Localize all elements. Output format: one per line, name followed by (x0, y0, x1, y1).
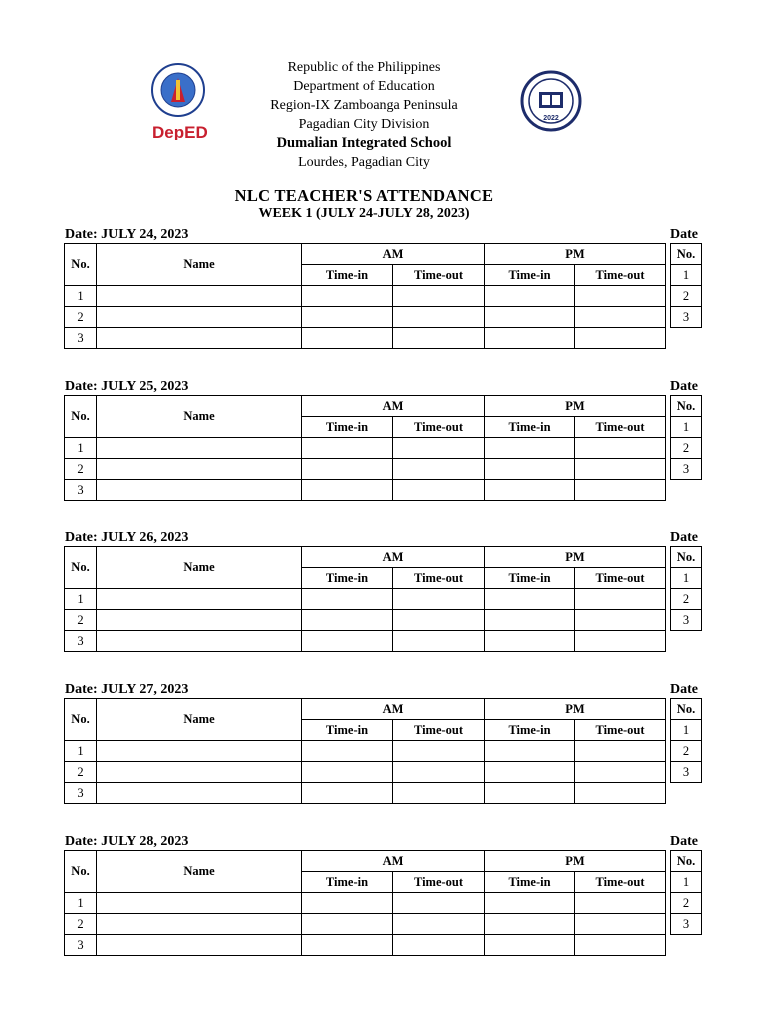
pm-time-out-cell[interactable] (575, 610, 666, 631)
pm-time-in-cell[interactable] (485, 762, 575, 783)
pm-time-in-cell[interactable] (485, 935, 575, 956)
row-number: 1 (671, 720, 702, 741)
am-time-in-cell[interactable] (302, 480, 393, 501)
pm-time-in-cell[interactable] (485, 459, 575, 480)
am-time-in-cell[interactable] (302, 286, 393, 307)
pm-time-out-cell[interactable] (575, 935, 666, 956)
table-row (65, 307, 666, 328)
am-time-out-cell[interactable] (393, 328, 485, 349)
attendance-table (64, 546, 666, 652)
row-number: 2 (65, 762, 97, 783)
republic-line: Republic of the Philippines (287, 60, 441, 75)
name-header: Name (97, 244, 302, 286)
date-label-clipped: Date (670, 834, 698, 849)
am-time-in-header: Time-in (302, 872, 393, 893)
am-time-out-cell[interactable] (393, 893, 485, 914)
table-row (671, 872, 702, 893)
date-label-clipped: Date (670, 530, 698, 545)
am-time-out-header: Time-out (393, 720, 485, 741)
table-row (671, 265, 702, 286)
am-time-in-header: Time-in (302, 568, 393, 589)
row-number: 3 (671, 762, 702, 783)
no-header: No. (65, 244, 97, 286)
pm-time-out-cell[interactable] (575, 783, 666, 804)
am-time-in-cell[interactable] (302, 762, 393, 783)
am-header: AM (302, 851, 485, 872)
date-label: Date: JULY 28, 2023 (65, 834, 189, 849)
no-header: No. (671, 699, 702, 720)
table-row (65, 741, 666, 762)
no-header: No. (65, 547, 97, 589)
name-cell[interactable] (97, 286, 302, 307)
attendance-day-section (0, 682, 768, 822)
pm-header: PM (485, 547, 666, 568)
pm-time-in-cell[interactable] (485, 783, 575, 804)
am-time-in-cell[interactable] (302, 589, 393, 610)
name-cell[interactable] (97, 438, 302, 459)
table-row (65, 459, 666, 480)
row-number: 1 (671, 872, 702, 893)
table-row (65, 914, 666, 935)
pm-time-in-header: Time-in (485, 265, 575, 286)
pm-time-out-header: Time-out (575, 568, 666, 589)
table-row (65, 480, 666, 501)
am-time-out-cell[interactable] (393, 480, 485, 501)
am-time-out-header: Time-out (393, 568, 485, 589)
table-row (65, 631, 666, 652)
pm-time-out-header: Time-out (575, 417, 666, 438)
pm-time-out-cell[interactable] (575, 914, 666, 935)
table-row (65, 935, 666, 956)
name-cell[interactable] (97, 610, 302, 631)
am-time-in-cell[interactable] (302, 459, 393, 480)
no-header: No. (65, 396, 97, 438)
pm-time-out-cell[interactable] (575, 286, 666, 307)
date-label: Date: JULY 27, 2023 (65, 682, 189, 697)
no-header: No. (65, 851, 97, 893)
name-header: Name (97, 851, 302, 893)
pm-time-in-cell[interactable] (485, 631, 575, 652)
pm-time-in-cell[interactable] (485, 438, 575, 459)
pm-time-in-cell[interactable] (485, 610, 575, 631)
attendance-table (64, 395, 666, 501)
row-number: 3 (65, 480, 97, 501)
am-time-out-cell[interactable] (393, 741, 485, 762)
am-time-in-cell[interactable] (302, 631, 393, 652)
am-time-out-cell[interactable] (393, 307, 485, 328)
date-label: Date: JULY 25, 2023 (65, 379, 189, 394)
pm-time-in-cell[interactable] (485, 480, 575, 501)
row-number: 3 (671, 610, 702, 631)
region-line: Region-IX Zamboanga Peninsula (270, 98, 458, 113)
am-time-out-cell[interactable] (393, 783, 485, 804)
school-logo-year: 2022 (543, 115, 559, 122)
table-row (65, 328, 666, 349)
table-row (671, 589, 702, 610)
table-row (671, 610, 702, 631)
am-header: AM (302, 547, 485, 568)
pm-time-out-cell[interactable] (575, 893, 666, 914)
pm-time-out-cell[interactable] (575, 589, 666, 610)
am-time-out-cell[interactable] (393, 631, 485, 652)
row-number: 2 (671, 741, 702, 762)
no-header: No. (671, 244, 702, 265)
pm-header: PM (485, 851, 666, 872)
no-header: No. (671, 396, 702, 417)
date-label-clipped: Date (670, 227, 698, 242)
table-row (671, 720, 702, 741)
row-number: 1 (65, 286, 97, 307)
table-row (671, 762, 702, 783)
name-header: Name (97, 699, 302, 741)
pm-time-in-cell[interactable] (485, 286, 575, 307)
name-header: Name (97, 396, 302, 438)
row-number: 3 (671, 307, 702, 328)
am-time-in-cell[interactable] (302, 914, 393, 935)
am-time-in-cell[interactable] (302, 307, 393, 328)
division-line: Pagadian City Division (298, 117, 430, 132)
attendance-day-section (0, 227, 768, 367)
name-cell[interactable] (97, 914, 302, 935)
row-number: 3 (65, 935, 97, 956)
row-number: 1 (671, 568, 702, 589)
pm-time-in-header: Time-in (485, 720, 575, 741)
table-row (671, 438, 702, 459)
pm-time-in-header: Time-in (485, 417, 575, 438)
pm-header: PM (485, 244, 666, 265)
pm-time-in-cell[interactable] (485, 914, 575, 935)
am-time-out-cell[interactable] (393, 914, 485, 935)
am-time-in-cell[interactable] (302, 610, 393, 631)
pm-time-out-header: Time-out (575, 265, 666, 286)
name-header: Name (97, 547, 302, 589)
letterhead (0, 58, 728, 172)
pm-time-in-cell[interactable] (485, 589, 575, 610)
table-row (65, 589, 666, 610)
am-time-out-cell[interactable] (393, 762, 485, 783)
date-label: Date: JULY 26, 2023 (65, 530, 189, 545)
row-number: 2 (671, 893, 702, 914)
am-header: AM (302, 396, 485, 417)
date-label-clipped: Date (670, 682, 698, 697)
row-number: 1 (65, 741, 97, 762)
row-number: 2 (671, 286, 702, 307)
attendance-table-clipped (670, 243, 702, 328)
am-time-out-cell[interactable] (393, 459, 485, 480)
pm-time-out-header: Time-out (575, 720, 666, 741)
attendance-table-clipped (670, 395, 702, 480)
pm-time-out-cell[interactable] (575, 480, 666, 501)
am-time-out-cell[interactable] (393, 935, 485, 956)
name-cell[interactable] (97, 741, 302, 762)
row-number: 3 (65, 328, 97, 349)
am-time-in-header: Time-in (302, 417, 393, 438)
name-cell[interactable] (97, 783, 302, 804)
am-time-in-header: Time-in (302, 720, 393, 741)
table-row (65, 286, 666, 307)
page-subtitle: WEEK 1 (JULY 24-JULY 28, 2023) (258, 206, 470, 221)
am-header: AM (302, 244, 485, 265)
table-row (671, 568, 702, 589)
date-label-clipped: Date (670, 379, 698, 394)
no-header: No. (671, 547, 702, 568)
am-time-out-cell[interactable] (393, 438, 485, 459)
am-time-in-cell[interactable] (302, 935, 393, 956)
attendance-table (64, 850, 666, 956)
name-cell[interactable] (97, 459, 302, 480)
table-row (65, 762, 666, 783)
row-number: 1 (671, 265, 702, 286)
am-time-out-header: Time-out (393, 417, 485, 438)
name-cell[interactable] (97, 631, 302, 652)
row-number: 2 (65, 914, 97, 935)
row-number: 3 (65, 783, 97, 804)
name-cell[interactable] (97, 328, 302, 349)
table-row (65, 783, 666, 804)
table-row (671, 741, 702, 762)
row-number: 1 (65, 893, 97, 914)
am-time-out-header: Time-out (393, 265, 485, 286)
am-time-in-cell[interactable] (302, 438, 393, 459)
name-cell[interactable] (97, 893, 302, 914)
name-cell[interactable] (97, 935, 302, 956)
name-cell[interactable] (97, 762, 302, 783)
attendance-day-section (0, 530, 768, 670)
row-number: 2 (65, 459, 97, 480)
table-row (671, 417, 702, 438)
pm-time-in-cell[interactable] (485, 741, 575, 762)
attendance-table-clipped (670, 546, 702, 631)
pm-time-out-cell[interactable] (575, 307, 666, 328)
row-number: 1 (65, 589, 97, 610)
row-number: 2 (671, 589, 702, 610)
pm-time-in-cell[interactable] (485, 893, 575, 914)
pm-time-out-cell[interactable] (575, 762, 666, 783)
row-number: 3 (671, 914, 702, 935)
row-number: 2 (65, 307, 97, 328)
deped-wordmark: DepED (152, 123, 208, 140)
table-row (671, 286, 702, 307)
attendance-table (64, 243, 666, 349)
row-number: 1 (65, 438, 97, 459)
table-row (671, 307, 702, 328)
am-time-in-header: Time-in (302, 265, 393, 286)
am-time-out-cell[interactable] (393, 589, 485, 610)
table-row (65, 893, 666, 914)
am-time-in-cell[interactable] (302, 741, 393, 762)
pm-time-out-cell[interactable] (575, 459, 666, 480)
row-number: 1 (671, 417, 702, 438)
attendance-table-clipped (670, 850, 702, 935)
school-address: Lourdes, Pagadian City (298, 155, 430, 170)
table-row (671, 914, 702, 935)
am-time-out-header: Time-out (393, 872, 485, 893)
page-title: NLC TEACHER'S ATTENDANCE (234, 186, 494, 205)
am-time-out-cell[interactable] (393, 610, 485, 631)
name-cell[interactable] (97, 480, 302, 501)
name-cell[interactable] (97, 589, 302, 610)
attendance-day-section (0, 834, 768, 974)
table-row (671, 893, 702, 914)
pm-time-out-header: Time-out (575, 872, 666, 893)
attendance-day-section (0, 379, 768, 519)
school-name: Dumalian Integrated School (276, 135, 452, 151)
table-row (671, 459, 702, 480)
pm-time-in-header: Time-in (485, 872, 575, 893)
am-time-in-cell[interactable] (302, 893, 393, 914)
am-header: AM (302, 699, 485, 720)
name-cell[interactable] (97, 307, 302, 328)
am-time-in-cell[interactable] (302, 328, 393, 349)
date-label: Date: JULY 24, 2023 (65, 227, 189, 242)
no-header: No. (671, 851, 702, 872)
table-row (65, 438, 666, 459)
am-time-out-cell[interactable] (393, 286, 485, 307)
no-header: No. (65, 699, 97, 741)
row-number: 3 (671, 459, 702, 480)
pm-header: PM (485, 396, 666, 417)
row-number: 2 (65, 610, 97, 631)
department-line: Department of Education (293, 79, 435, 94)
am-time-in-cell[interactable] (302, 783, 393, 804)
pm-header: PM (485, 699, 666, 720)
pm-time-in-cell[interactable] (485, 307, 575, 328)
pm-time-in-header: Time-in (485, 568, 575, 589)
pm-time-out-cell[interactable] (575, 438, 666, 459)
row-number: 2 (671, 438, 702, 459)
pm-time-out-cell[interactable] (575, 741, 666, 762)
row-number: 3 (65, 631, 97, 652)
pm-time-out-cell[interactable] (575, 631, 666, 652)
table-row (65, 610, 666, 631)
pm-time-out-cell[interactable] (575, 328, 666, 349)
pm-time-in-cell[interactable] (485, 328, 575, 349)
attendance-table (64, 698, 666, 804)
attendance-table-clipped (670, 698, 702, 783)
